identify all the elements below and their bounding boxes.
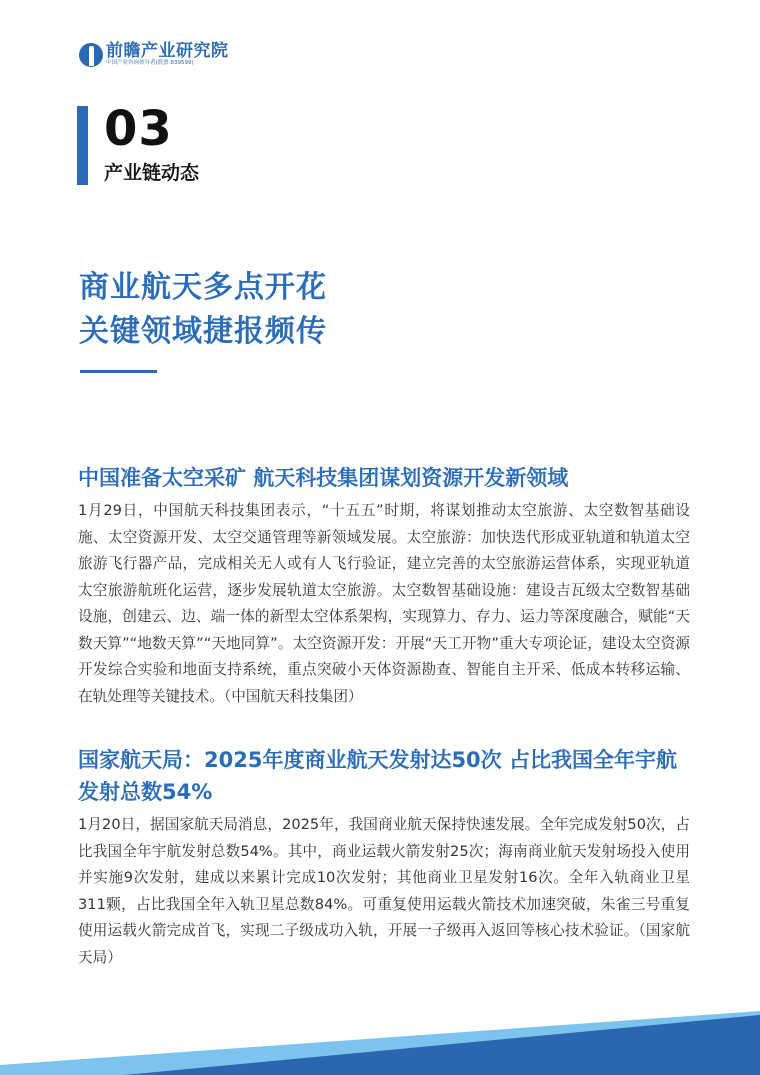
brand-logo [79, 42, 229, 67]
headline-line-2: 关键领域捷报频传 [79, 314, 327, 349]
section-title: 产业链动态 [104, 162, 200, 184]
logo-text [106, 42, 229, 67]
logo-subtitle: 中国产业咨询领导者(股票:839599) [106, 60, 194, 66]
article [78, 462, 690, 710]
section-accent-bar [77, 106, 88, 185]
headline-divider [80, 370, 157, 373]
tower-logo-icon [79, 43, 103, 67]
logo-name: 前瞻产业研究院 [106, 41, 229, 61]
article-title: 中国准备太空采矿 航天科技集团谋划资源开发新领域 [78, 466, 569, 490]
footer-wave-decoration [0, 1005, 760, 1075]
headline-line-1: 商业航天多点开花 [79, 270, 327, 305]
article-body: 1月29日，中国航天科技集团表示，“十五五”时期，将谋划推动太空旅游、太空数智基础设施、太空资源开发、太空交通管理等新领域发展。太空旅游：加快迭代形成亚轨道和轨道太空旅游飞行器产品，完成相关无人或有人飞行验证，建立完善的太空旅游运营体系，实现亚轨道太空旅游航班化运营，逐步发展轨道太空旅游。太空数智基础设施：建设吉瓦级太空数智基础设施，创建云、边、端一体的新型太空体系架构，实现算力、存力、运力等深度融合，赋能“天数天算”“地数天算”“天地同算”。太空资源开发：开展“天工开物”重大专项论证，建设太空资源开发综合实验和地面支持系统，重点突破小天体资源勘查、智能自主开采、低成本转移运输、在轨处理等关键技术。（中国航天科技集团） [78, 502, 690, 705]
section-number: 03 [104, 101, 173, 157]
page-headline [79, 266, 327, 354]
article-body: 1月20日，据国家航天局消息，2025年，我国商业航天保持快速发展。全年完成发射50次，占比我国全年宇航发射总数54%。其中，商业运载火箭发射25次；海南商业航天发射场投入使用并实施9次发射，建成以来累计完成10次发射；其他商业卫星发射16次。全年入轨商业卫星311颗，占比我国全年入轨卫星总数84%。可重复使用运载火箭技术加速突破，朱雀三号重复使用运载火箭完成首飞，实现二子级成功入轨，开展一子级再入返回等核心技术验证。（国家航天局） [78, 816, 690, 966]
article [78, 744, 690, 971]
article-title: 国家航天局：2025年度商业航天发射达50次 占比我国全年宇航发射总数54% [78, 748, 677, 804]
